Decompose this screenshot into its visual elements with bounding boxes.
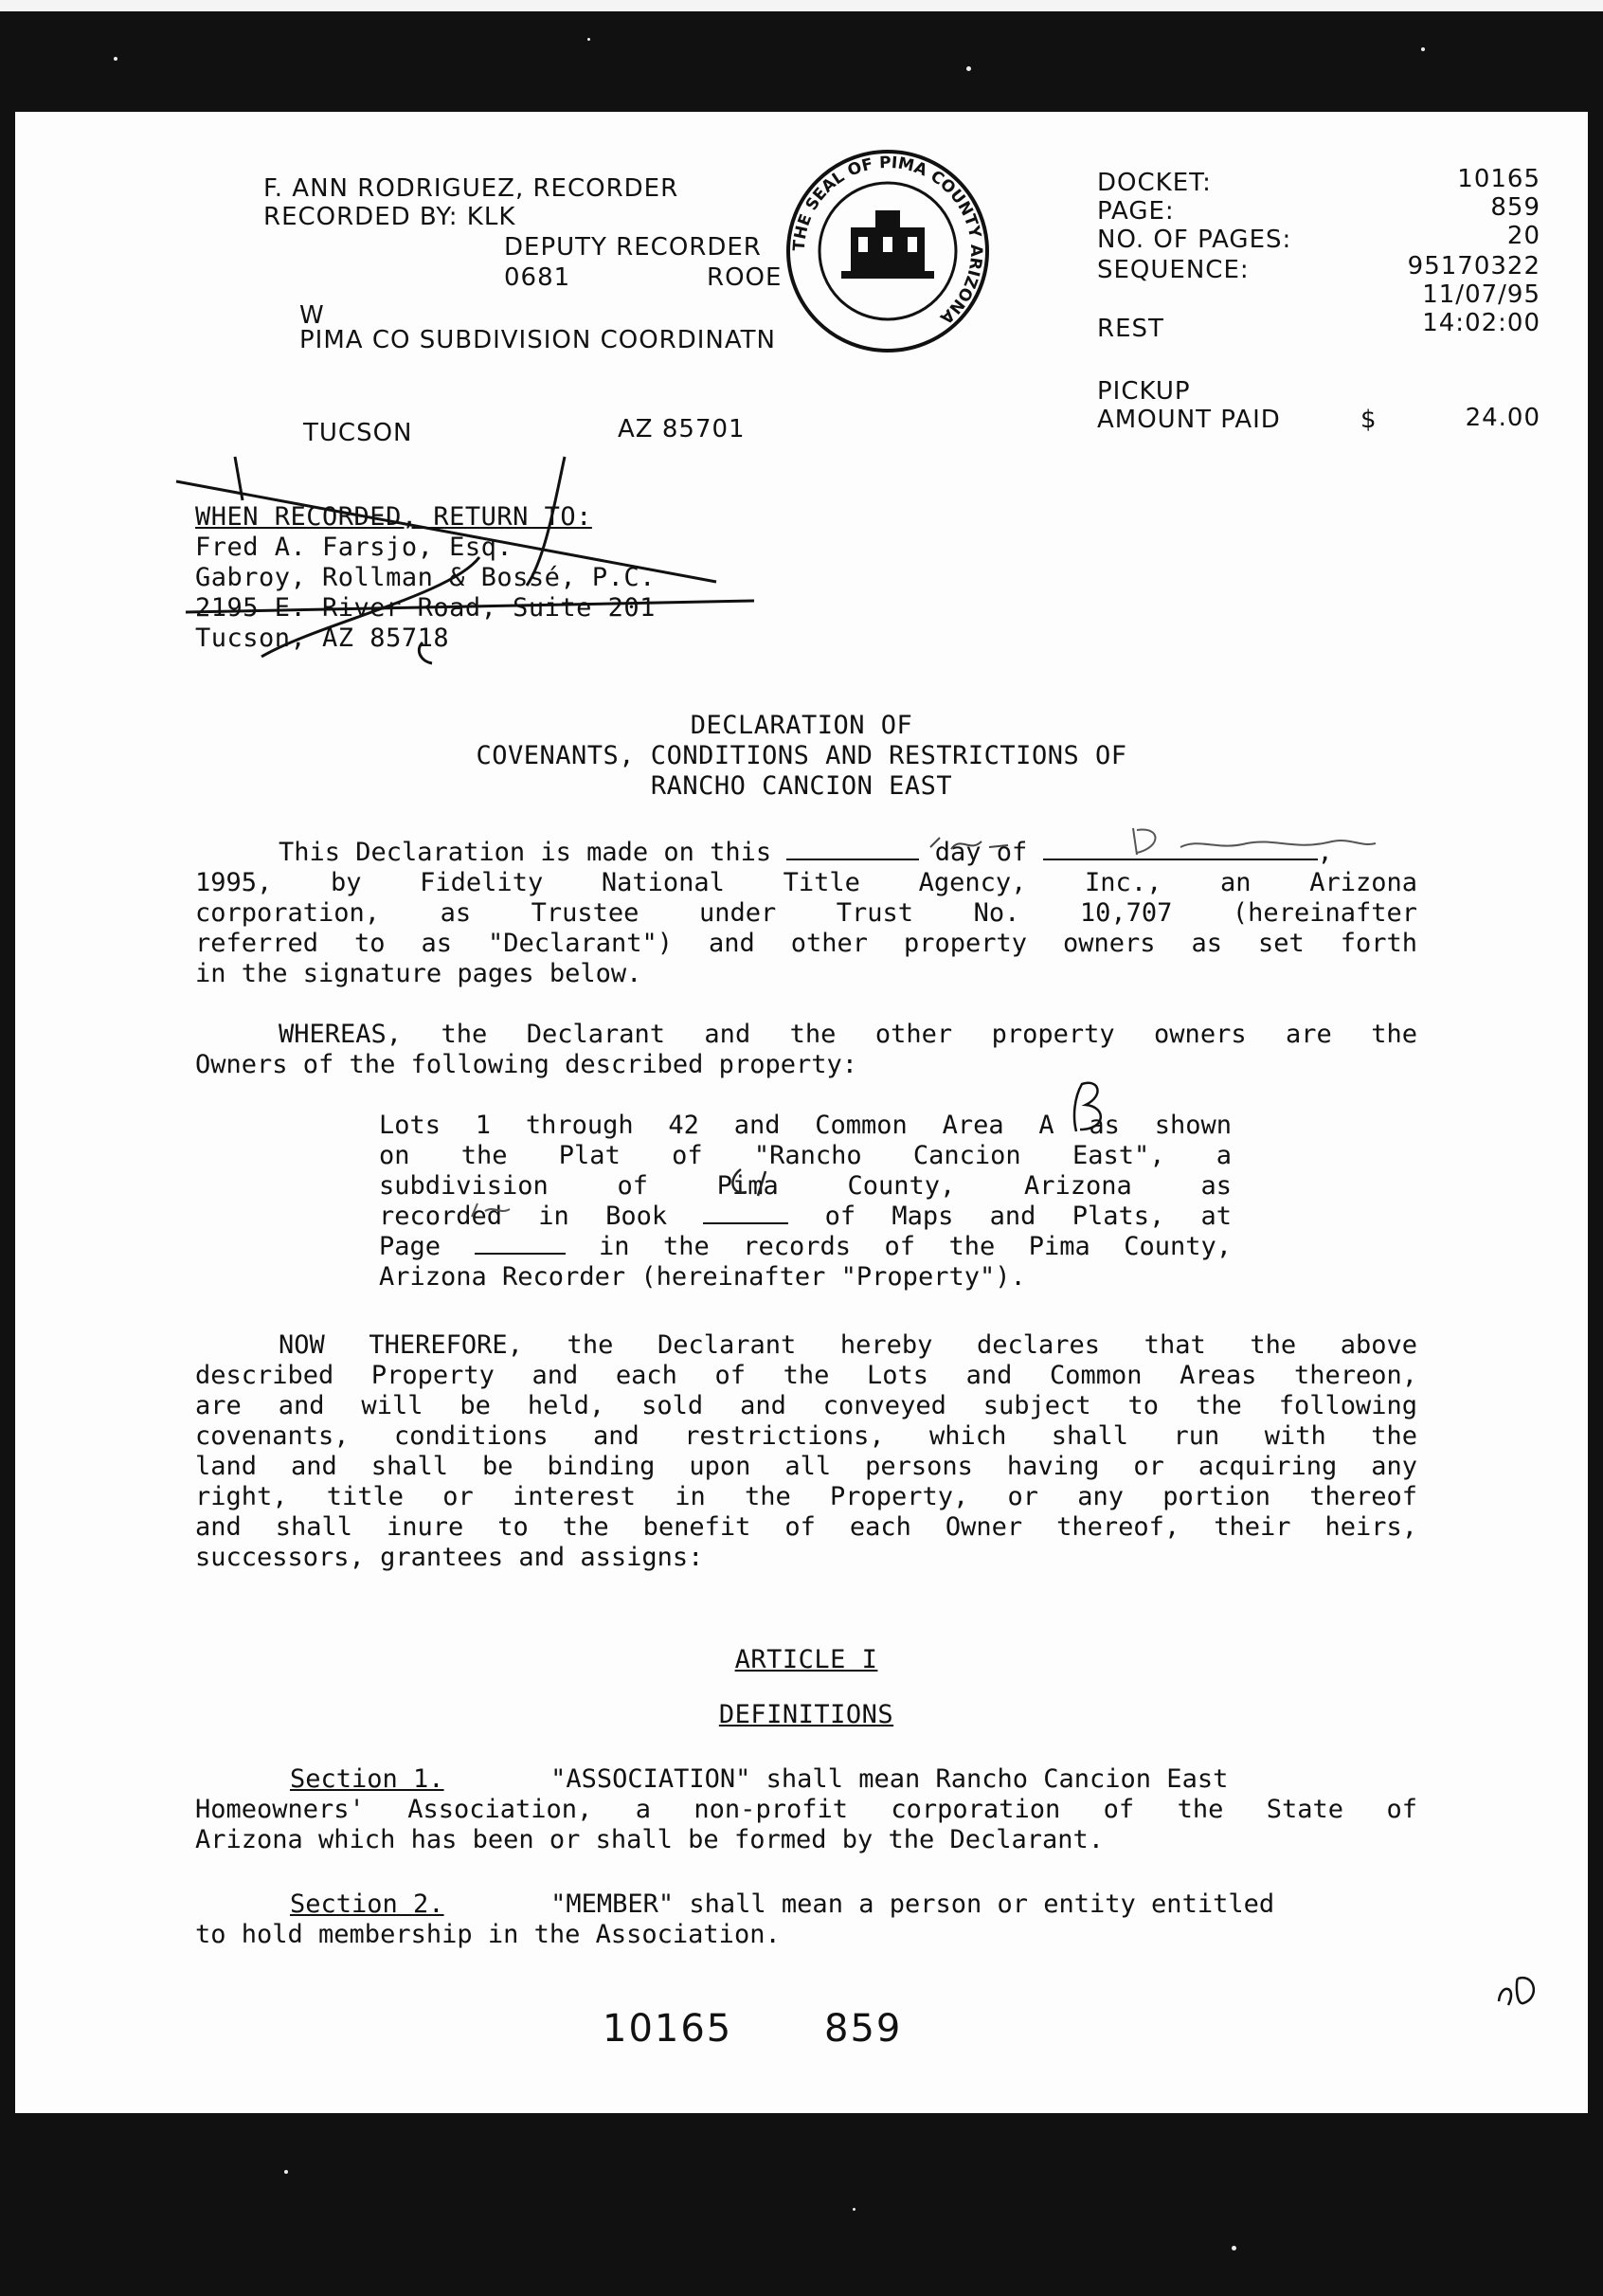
strike-marks: [167, 453, 773, 671]
section-2: [195, 1889, 1417, 1950]
property-line-4b: of Maps and Plats, at: [824, 1202, 1232, 1231]
sequence-value: 95170322: [1407, 252, 1540, 280]
intro-line-2: 1995, by Fidelity National Title Agency, Inc., an Arizona: [195, 868, 1417, 897]
book-blank: [703, 1222, 788, 1224]
footer-docket: 10165: [603, 2007, 733, 2051]
subdivision-agency: PIMA CO SUBDIVISION COORDINATN: [299, 326, 776, 354]
whereas-line-1: WHEREAS, the Declarant and the other property owners are the: [279, 1020, 1417, 1049]
now-line-3: are and will be held, sold and conveyed subject to the following: [195, 1391, 1417, 1420]
section-2-line-1: "MEMBER" shall mean a person or entity entitled: [550, 1889, 1275, 1919]
section-1-line-1: "ASSOCIATION" shall mean Rancho Cancion East: [550, 1764, 1229, 1794]
currency-symbol: $: [1360, 406, 1378, 434]
intro-line-5: in the signature pages below.: [195, 959, 642, 988]
handwritten-month: [1124, 819, 1389, 862]
document-page: [15, 112, 1588, 2113]
property-line-6: Arizona Recorder (hereinafter "Property").: [379, 1262, 1026, 1292]
scan-edge-top: [0, 0, 1603, 11]
now-line-7: and shall inure to the benefit of each Owner thereof, their heirs,: [195, 1512, 1417, 1542]
intro-paragraph: This Declaration is made on this day of , 1995, by Fidelity National Title Agency, Inc., an Arizona corporation, as Trustee under Trust No. 10,707 (hereinafter referred to as "Declarant") and other property owners as set forth in the signature pages below.: [195, 838, 1417, 988]
footer-page: 859: [824, 2007, 903, 2051]
pages-label: NO. OF PAGES:: [1097, 226, 1292, 254]
handwritten-day: [923, 828, 1027, 862]
handwritten-page: [462, 1198, 529, 1226]
amount-paid-label: AMOUNT PAID: [1097, 406, 1281, 434]
amount-paid-value: 24.00: [1465, 404, 1540, 432]
deputy-recorder: DEPUTY RECORDER: [504, 233, 762, 262]
pickup-label: PICKUP: [1097, 377, 1191, 406]
article-subheading: DEFINITIONS: [718, 1700, 894, 1729]
scan-speck: [587, 38, 590, 41]
scan-speck: [853, 2208, 856, 2211]
section-1-label: Section 1.: [290, 1764, 444, 1794]
intro-text-b: day of: [934, 838, 1028, 867]
scan-speck: [1232, 2246, 1236, 2251]
section-1: [195, 1764, 1417, 1855]
title-line-3: RANCHO CANCION EAST: [650, 771, 953, 801]
return-to-city: Tucson, AZ 85718: [195, 624, 450, 653]
intro-line-3: corporation, as Trustee under Trust No. 10,707 (hereinafter: [195, 898, 1417, 928]
recorder-w: W: [299, 301, 325, 330]
recorder-name: F. ANN RODRIGUEZ, RECORDER: [263, 174, 679, 203]
section-1-line-3: Arizona which has been or shall be formed by the Declarant.: [195, 1825, 1105, 1854]
scan-speck: [114, 57, 117, 61]
section-2-label: Section 2.: [290, 1889, 444, 1919]
title-line-1: DECLARATION OF: [690, 711, 913, 740]
day-blank: [786, 859, 919, 860]
whereas-paragraph: [195, 1020, 1417, 1080]
handwritten-mark: [1067, 1078, 1114, 1135]
county-seal: [783, 146, 993, 356]
property-line-2: on the Plat of "Rancho Cancion East", a: [379, 1141, 1232, 1170]
now-line-5: land and shall be binding upon all persons having or acquiring any: [195, 1452, 1417, 1481]
intro-line-4: referred to as "Declarant") and other property owners as set forth: [195, 929, 1417, 958]
property-line-5a: Page: [379, 1232, 441, 1261]
scan-speck: [284, 2170, 288, 2174]
page-value: 859: [1490, 193, 1540, 222]
handwritten-book: [724, 1164, 790, 1202]
docket-label: DOCKET:: [1097, 169, 1212, 197]
recorder-code-2: ROOE: [707, 263, 783, 292]
recorder-city: TUCSON: [303, 419, 413, 447]
now-line-6: right, title or interest in the Property, or any portion thereof: [195, 1482, 1417, 1511]
now-line-1: NOW THEREFORE, the Declarant hereby declares that the above: [279, 1330, 1417, 1360]
section-1-line-2: Homeowners' Association, a non-profit corporation of the State of: [195, 1795, 1417, 1824]
property-line-3: subdivision of Pima County, Arizona as: [379, 1171, 1232, 1201]
docket-value: 10165: [1457, 165, 1540, 193]
scan-speck: [1421, 47, 1425, 51]
now-line-4: covenants, conditions and restrictions, which shall run with the: [195, 1421, 1417, 1451]
recorded-by: RECORDED BY: KLK: [263, 203, 516, 231]
return-to-heading: WHEN RECORDED, RETURN TO:: [195, 502, 592, 532]
page-label: PAGE:: [1097, 197, 1175, 226]
property-line-1: Lots 1 through 42 and Common Area A as shown: [379, 1111, 1232, 1140]
intro-text-a: This Declaration is made on this: [279, 838, 772, 867]
article-heading: ARTICLE I: [734, 1645, 878, 1674]
scan-speck: [966, 66, 971, 71]
property-line-4a: recorded in Book: [379, 1202, 668, 1231]
section-2-line-2: to hold membership in the Association.: [195, 1920, 781, 1949]
recorded-date: 11/07/95: [1422, 280, 1540, 309]
now-therefore-paragraph: [195, 1330, 1417, 1573]
recorder-code: 0681: [504, 263, 571, 292]
rest-label: REST: [1097, 315, 1164, 343]
recorded-time: 14:02:00: [1422, 309, 1540, 337]
title-line-2: COVENANTS, CONDITIONS AND RESTRICTIONS OF: [476, 741, 1127, 770]
recorder-state-zip: AZ 85701: [618, 415, 746, 443]
return-to-street: 2195 E. River Road, Suite 201: [195, 593, 656, 623]
now-line-2: described Property and each of the Lots and Common Areas thereon,: [195, 1361, 1417, 1390]
seal-text: THE SEAL OF PIMA COUNTY ARIZONA: [789, 153, 986, 328]
sequence-label: SEQUENCE:: [1097, 256, 1250, 284]
return-to-name: Fred A. Farsjo, Esq.: [195, 533, 513, 562]
property-line-5b: in the records of the Pima County,: [599, 1232, 1232, 1261]
page-blank: [475, 1253, 566, 1255]
pages-value: 20: [1506, 222, 1540, 250]
now-line-8: successors, grantees and assigns:: [195, 1543, 704, 1572]
whereas-line-2: Owners of the following described property:: [195, 1050, 857, 1079]
return-to-firm: Gabroy, Rollman & Bossé, P.C.: [195, 563, 656, 592]
handwritten-mark: [1493, 1969, 1550, 2016]
